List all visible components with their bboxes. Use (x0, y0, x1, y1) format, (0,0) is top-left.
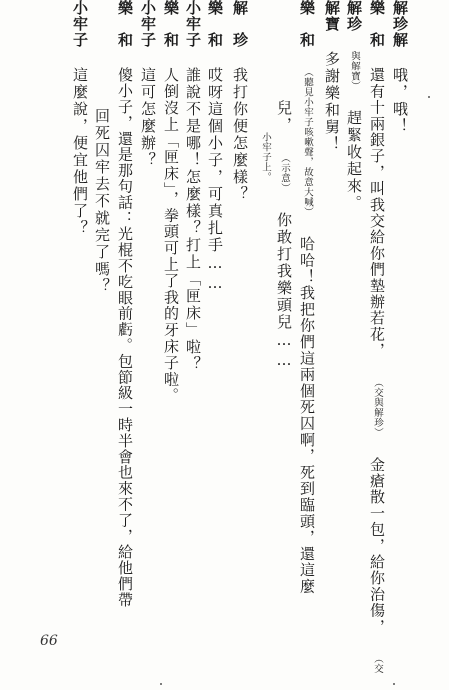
speaker-name: 解 珍 (231, 0, 249, 48)
stage-direction: （交與解珍） (372, 377, 383, 438)
script-column (232, 0, 248, 203)
stage-direction: 與解寶） (349, 51, 360, 91)
script-column (185, 0, 201, 373)
dialogue-line: 兒， (275, 100, 293, 134)
script-column (299, 0, 315, 595)
stage-direction: （交 (372, 653, 383, 674)
page-number: 66 (40, 633, 58, 649)
speaker-name: 解珍 (345, 0, 363, 32)
stage-direction-column (257, 132, 273, 182)
speaker-name: 小牢子 (184, 0, 202, 48)
dialogue-line: 傻小子，還是那句話：光棍不吃眼前虧。包節級一時半會也來不了，給他們帶 (116, 67, 134, 608)
speaker-name: 解珍解 (391, 0, 409, 48)
speaker-name: 小牢子 (139, 0, 157, 48)
speaker-name: 樂 和 (368, 0, 386, 48)
dialogue-line: 你敢打我樂頭兒…… (275, 212, 293, 371)
script-column (163, 0, 179, 404)
dialogue-line: 哦，哦！ (391, 67, 409, 135)
dialogue-line: 哎呀這個小子，可真扎手…… (206, 67, 224, 294)
dialogue-line: 誰說不是哪！怎麼樣？打上「匣床」啦？ (184, 67, 202, 373)
script-column (324, 0, 340, 153)
dialogue-line: 趕緊收起來。 (345, 110, 363, 212)
script-column (369, 0, 385, 674)
stage-direction: 小牢子上。 (260, 132, 271, 182)
scan-speck (393, 683, 395, 685)
dialogue-line: 這可怎麼辦？ (139, 67, 157, 169)
speaker-name: 樂 和 (206, 0, 224, 48)
speaker-name: 小牢子 (71, 0, 89, 48)
script-column (346, 0, 362, 212)
scan-speck (428, 96, 430, 98)
dialogue-line: 這麼說，便宜他們了？ (71, 67, 89, 237)
dialogue-line: 金瘡散一包，給你治傷， (368, 456, 386, 635)
dialogue-line: 人倒沒上「匣床」，拳頭可上了我的牙床子啦。 (162, 67, 180, 404)
speaker-name: 樂 和 (116, 0, 134, 48)
dialogue-line: 還有十兩銀子，叫我交給你們墊辦若花， (368, 67, 386, 359)
script-column (140, 0, 156, 169)
speaker-name: 解寶 (323, 0, 341, 32)
script-column (276, 100, 292, 371)
dialogue-line: 回死囚牢去不就完了嗎？ (93, 108, 111, 295)
script-column (392, 0, 408, 135)
stage-direction: （聽見小牢子咳嗽聲，故意大喊） (302, 67, 313, 217)
script-column (117, 0, 133, 608)
scan-speck (160, 683, 162, 685)
script-column (94, 108, 110, 295)
dialogue-line: 我打你便怎麼樣？ (231, 67, 249, 203)
script-column (207, 0, 223, 294)
dialogue-line: 多謝樂和舅！ (323, 51, 341, 153)
speaker-name: 樂 和 (298, 0, 316, 48)
speaker-name: 樂 和 (162, 0, 180, 48)
script-column (72, 0, 88, 237)
stage-direction: （示意） (279, 153, 290, 193)
dialogue-line: 哈哈！我把你們這兩個死囚啊，死到臨頭，還這麼 (298, 236, 316, 595)
